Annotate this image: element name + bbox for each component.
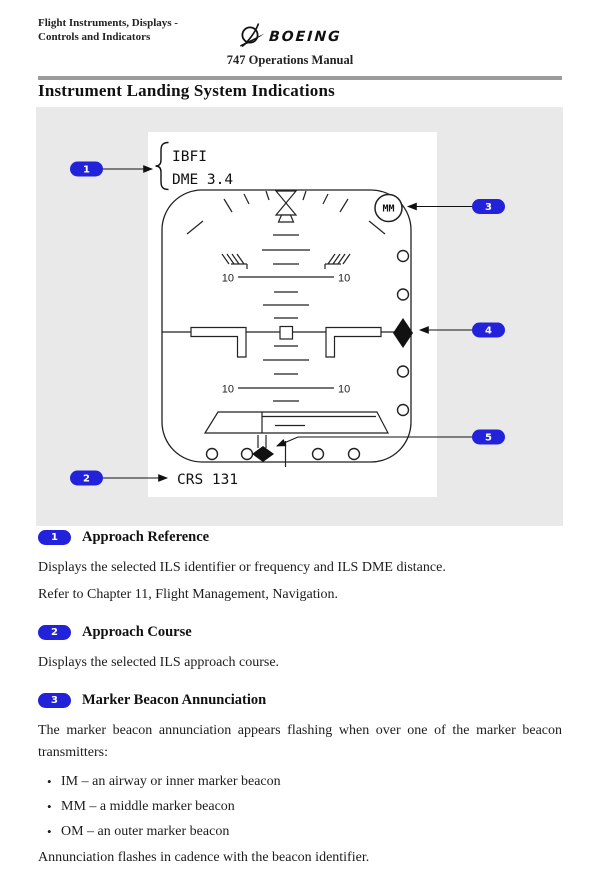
section-paragraph: Displays the selected ILS identifier or frequency and ILS DME distance. — [38, 560, 446, 575]
pitch-label: 10 — [338, 383, 351, 396]
callout-4-number: 4 — [485, 325, 492, 337]
approach-course-readout: CRS 131 — [177, 472, 239, 488]
bullet-icon: • — [47, 774, 52, 789]
list-item-text: IM – an airway or inner marker beacon — [61, 774, 281, 789]
list-item-text: MM – a middle marker beacon — [61, 799, 235, 814]
section-title: Approach Reference — [82, 529, 210, 545]
page-title: Instrument Landing System Indications — [38, 81, 335, 100]
list-item — [38, 819, 562, 844]
boeing-symbol-icon — [239, 22, 265, 53]
section-paragraph: The marker beacon annunciation appears flashing when over one of the marker beacon transmitters: — [38, 723, 562, 760]
section-marker-beacon-annunciation — [38, 692, 562, 869]
list-item-text: OM – an outer marker beacon — [61, 824, 230, 839]
callout-1 — [70, 162, 152, 177]
section-approach-course — [38, 624, 562, 674]
manual-title: 747 Operations Manual — [226, 53, 354, 67]
callout-3-number: 3 — [485, 202, 492, 213]
marker-beacon-list — [38, 769, 562, 844]
section-list — [38, 529, 562, 887]
ils-identifier-readout: IBFI — [172, 149, 207, 165]
section-paragraph: Displays the selected ILS approach course. — [38, 655, 280, 670]
dme-distance-readout: DME 3.4 — [172, 172, 234, 188]
chapter-title-line2: Controls and Indicators — [38, 30, 151, 43]
adi-instrument — [162, 190, 413, 467]
callout-badge-1: 1 — [38, 530, 71, 545]
ils-indications-figure — [36, 107, 563, 526]
section-title: Marker Beacon Annunciation — [82, 692, 267, 708]
bullet-icon: • — [47, 799, 52, 814]
bullet-icon: • — [47, 824, 52, 839]
boeing-wordmark: BOEING — [268, 29, 342, 45]
section-title: Approach Course — [82, 624, 192, 640]
callout-badge-2: 2 — [38, 625, 71, 640]
list-item — [38, 769, 562, 794]
chapter-title-line1: Flight Instruments, Displays - — [38, 17, 178, 29]
callout-1-number: 1 — [83, 164, 90, 176]
section-paragraph: Annunciation flashes in cadence with the beacon identifier. — [38, 850, 370, 865]
pitch-label: 10 — [221, 383, 234, 396]
pitch-label: 10 — [338, 272, 351, 285]
callout-2-number: 2 — [83, 473, 90, 485]
section-approach-reference — [38, 529, 562, 606]
section-paragraph: Refer to Chapter 11, Flight Management, Navigation. — [38, 587, 339, 602]
marker-beacon-label: MM — [382, 203, 395, 215]
list-item — [38, 794, 562, 819]
callout-badge-3: 3 — [38, 693, 71, 708]
adi-diagram — [36, 107, 563, 526]
callout-5-number: 5 — [485, 432, 492, 444]
pitch-label: 10 — [221, 272, 234, 285]
boeing-logo — [0, 24, 580, 50]
header-rule — [38, 76, 562, 80]
